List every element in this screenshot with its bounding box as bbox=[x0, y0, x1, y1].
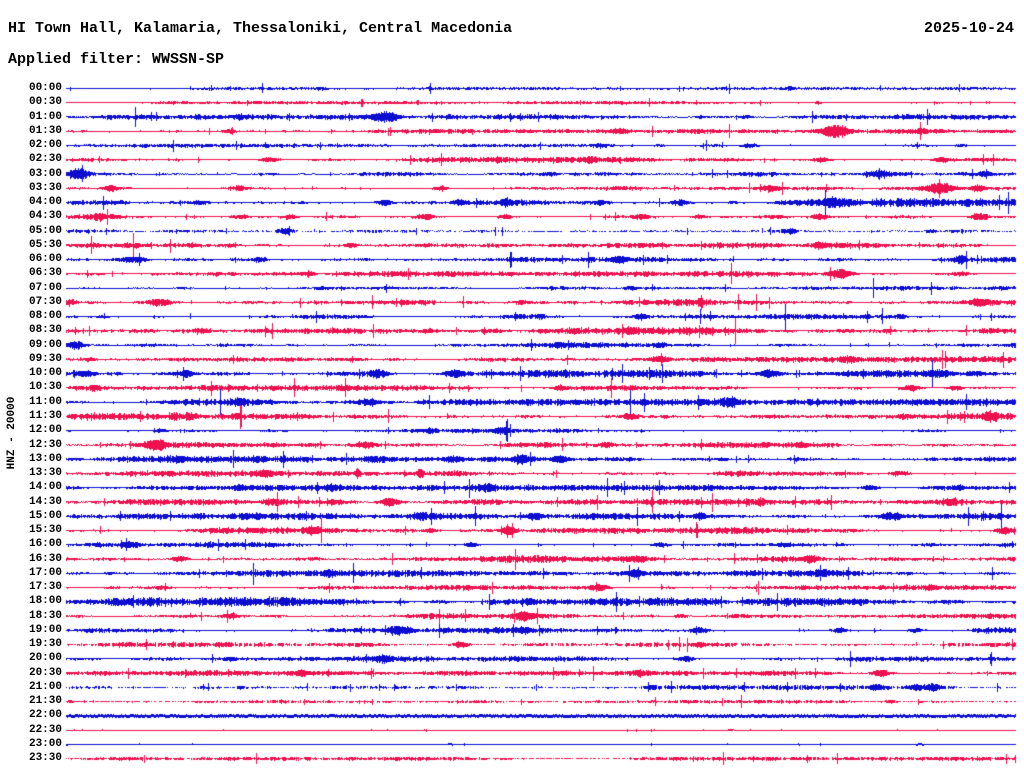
trace-time-label: 11:00 bbox=[28, 395, 62, 408]
trace-time-label: 17:00 bbox=[28, 566, 62, 579]
trace-time-label: 00:30 bbox=[28, 96, 62, 109]
trace-time-label: 21:00 bbox=[28, 680, 62, 693]
trace-time-label: 09:00 bbox=[28, 338, 62, 351]
trace-time-label: 18:30 bbox=[28, 609, 62, 622]
trace-time-label: 22:30 bbox=[28, 723, 62, 736]
applied-filter-label: Applied filter: WWSSN-SP bbox=[8, 51, 225, 68]
trace-time-label: 20:00 bbox=[28, 652, 62, 665]
trace-time-label: 10:30 bbox=[28, 381, 62, 394]
trace-time-label: 18:00 bbox=[28, 595, 62, 608]
trace-time-label: 12:30 bbox=[28, 438, 62, 451]
trace-time-label: 19:30 bbox=[28, 638, 62, 651]
trace-time-label: 13:30 bbox=[28, 467, 62, 480]
trace-time-label: 14:00 bbox=[28, 481, 62, 494]
trace-time-label: 23:00 bbox=[28, 737, 62, 750]
trace-time-label: 15:00 bbox=[28, 509, 62, 522]
trace-time-label: 11:30 bbox=[28, 409, 62, 422]
trace-time-label: 12:00 bbox=[28, 424, 62, 437]
trace-time-label: 01:30 bbox=[28, 124, 62, 137]
trace-time-label: 17:30 bbox=[28, 581, 62, 594]
trace-time-label: 13:00 bbox=[28, 452, 62, 465]
trace-time-label: 08:30 bbox=[28, 324, 62, 337]
trace-time-label: 14:30 bbox=[28, 495, 62, 508]
trace-time-label: 01:00 bbox=[28, 110, 62, 123]
trace-time-label: 02:00 bbox=[28, 139, 62, 152]
trace-time-label: 05:00 bbox=[28, 224, 62, 237]
trace-time-label: 06:00 bbox=[28, 253, 62, 266]
record-date: 2025-10-24 bbox=[923, 20, 1014, 37]
trace-time-label: 16:00 bbox=[28, 538, 62, 551]
trace-time-label: 04:30 bbox=[28, 210, 62, 223]
trace-time-label: 10:00 bbox=[28, 367, 62, 380]
channel-scale-label: HNZ - 20000 bbox=[6, 396, 18, 470]
trace-time-label: 05:30 bbox=[28, 238, 62, 251]
trace-time-label: 00:00 bbox=[28, 82, 62, 94]
trace-time-label: 03:30 bbox=[28, 181, 62, 194]
station-title: HI Town Hall, Kalamaria, Thessaloniki, Central Macedonia bbox=[8, 20, 513, 37]
trace-time-label: 06:30 bbox=[28, 267, 62, 280]
trace-time-label: 04:00 bbox=[28, 196, 62, 209]
trace-time-label: 07:00 bbox=[28, 281, 62, 294]
trace-time-label: 21:30 bbox=[28, 695, 62, 708]
trace-time-label: 22:00 bbox=[28, 709, 62, 722]
trace-time-label: 03:00 bbox=[28, 167, 62, 180]
trace-time-label: 08:00 bbox=[28, 310, 62, 323]
trace-time-label: 19:00 bbox=[28, 623, 62, 636]
trace-time-label: 16:30 bbox=[28, 552, 62, 565]
trace-time-label: 07:30 bbox=[28, 295, 62, 308]
trace-time-label: 23:30 bbox=[28, 752, 62, 765]
trace-time-label: 20:30 bbox=[28, 666, 62, 679]
trace-time-label: 02:30 bbox=[28, 153, 62, 166]
trace-time-label: 09:30 bbox=[28, 352, 62, 365]
trace-time-label: 15:30 bbox=[28, 524, 62, 537]
